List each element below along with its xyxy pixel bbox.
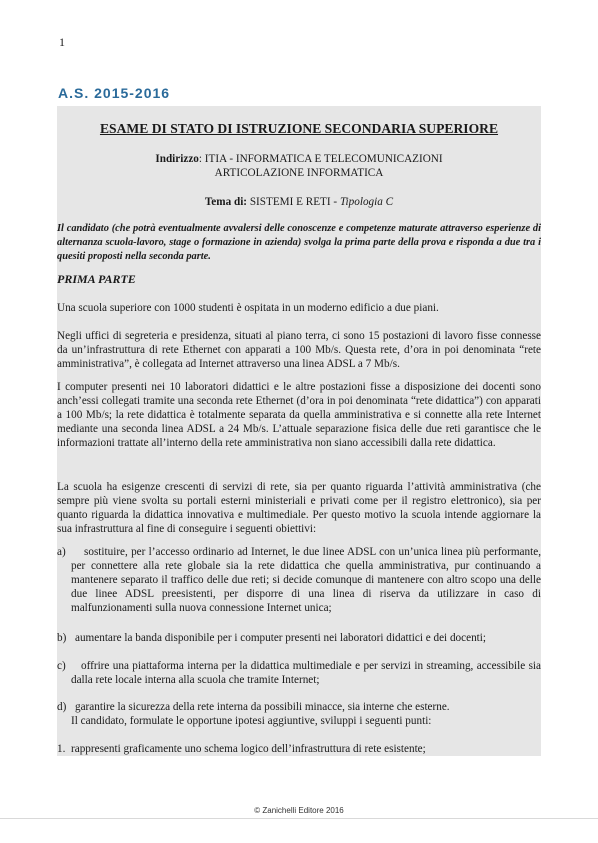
address-line-2: ARTICOLAZIONE INFORMATICA	[214, 167, 384, 179]
school-year: A.S. 2015-2016	[58, 85, 171, 101]
paragraph: I computer presenti nei 10 laboratori didattici e le altre postazioni fisse a disposizione dei docenti sono anch’essi collegati tramite una seconda rete Ethernet (d’ora in poi denominata “rete didattica”) con apparati a 100 Mb/s; la rete didattica è totalmente separata da quella amministrativa e si connette alla rete Internet mediante una seconda linea ADSL a 24 Mb/s. L’attuale separazione fisica delle due reti garantisce che le informazioni trattate all’interno della rete amministrativa non siano accessibili dalla rete didattica.	[57, 381, 541, 449]
objective-text: sostituire, per l’accesso ordinario ad Internet, le due linee ADSL con un’unica linea più performante, per connettere alla rete globale sia la rete didattica che quella amministrativa, pur continuando a mantenere separato il traffico delle due reti; si decide comunque di mantenere con altro scopo una delle due linee ADSL preesistenti, per disporre di una linea di riserva da utilizzare in caso di malfunzionamenti sulla nuova connessione Internet unica;	[71, 546, 541, 614]
objective-item	[57, 545, 541, 615]
objective-text: offrire una piattaforma interna per la didattica multimediale e per servizi in streaming, accessibile sia dalla rete locale interna alla scuola che tramite Internet;	[71, 660, 541, 686]
exam-title: ESAME DI STATO DI ISTRUZIONE SECONDARIA SUPERIORE	[99, 121, 499, 136]
objective-marker: a)	[57, 546, 66, 558]
task-text: rappresenti graficamente uno schema logico dell’infrastruttura di rete esistente;	[71, 743, 426, 755]
objective-marker: b)	[57, 632, 67, 644]
paragraph: La scuola ha esigenze crescenti di servizi di rete, sia per quanto riguarda l’attività amministrativa (che sempre più viene svolta su portali esterni ministeriali e privati come per il registro elettronico), sia per quanto riguarda la didattica innovativa e multimediale. Per questo motivo la scuola intende aggiornare la sua infrastruttura al fine di conseguire i seguenti obiettivi:	[57, 481, 541, 535]
paragraph: Una scuola superiore con 1000 studenti è ospitata in un moderno edificio a due piani.	[57, 302, 439, 314]
objective-item	[57, 631, 541, 645]
objective-marker: d)	[57, 701, 67, 713]
intro-text: Il candidato (che potrà eventualmente avvalersi delle conoscenze e competenze maturate attraverso esperienze di alternanza scuola-lavoro, stage o formazione in azienda) svolga la prima parte della prova e risponda a due tra i quesiti proposti nella seconda parte.	[57, 223, 541, 262]
footer: © Zanichelli Editore 2016	[254, 806, 344, 815]
paragraph: Negli uffici di segreteria e presidenza, situati al piano terra, ci sono 15 postazioni di lavoro fisse connesse da un’infrastruttura di rete Ethernet con apparati a 100 Mb/s. Questa rete, d’ora in poi denominata “rete amministrativa”, è collegata ad Internet attraverso una linea ADSL a 7 Mb/s.	[57, 330, 541, 370]
task-marker: 1.	[57, 743, 66, 755]
objective-marker: c)	[57, 660, 66, 672]
objective-text: aumentare la banda disponibile per i computer presenti nei laboratori didattici e dei docenti;	[75, 632, 486, 644]
theme-type: Tipologia C	[339, 196, 394, 208]
task-item	[57, 742, 541, 756]
address-label: Indirizzo	[155, 153, 199, 165]
address-line	[57, 152, 541, 166]
theme-line	[57, 195, 541, 209]
objective-item	[57, 659, 541, 687]
instruction-text: Il candidato, formulate le opportune ipotesi aggiuntive, sviluppi i seguenti punti:	[71, 715, 432, 727]
theme-label: Tema di:	[204, 196, 248, 208]
page-number: 1	[59, 35, 65, 49]
section-heading: PRIMA PARTE	[57, 272, 136, 286]
footer-rule	[0, 818, 598, 819]
objective-text: garantire la sicurezza della rete interna da possibili minacce, sia interne che esterne.	[75, 701, 450, 713]
theme-subject: SISTEMI E RETI -	[247, 196, 340, 208]
objective-item	[57, 700, 541, 714]
address-value: : ITIA - INFORMATICA E TELECOMUNICAZIONI	[198, 153, 443, 165]
